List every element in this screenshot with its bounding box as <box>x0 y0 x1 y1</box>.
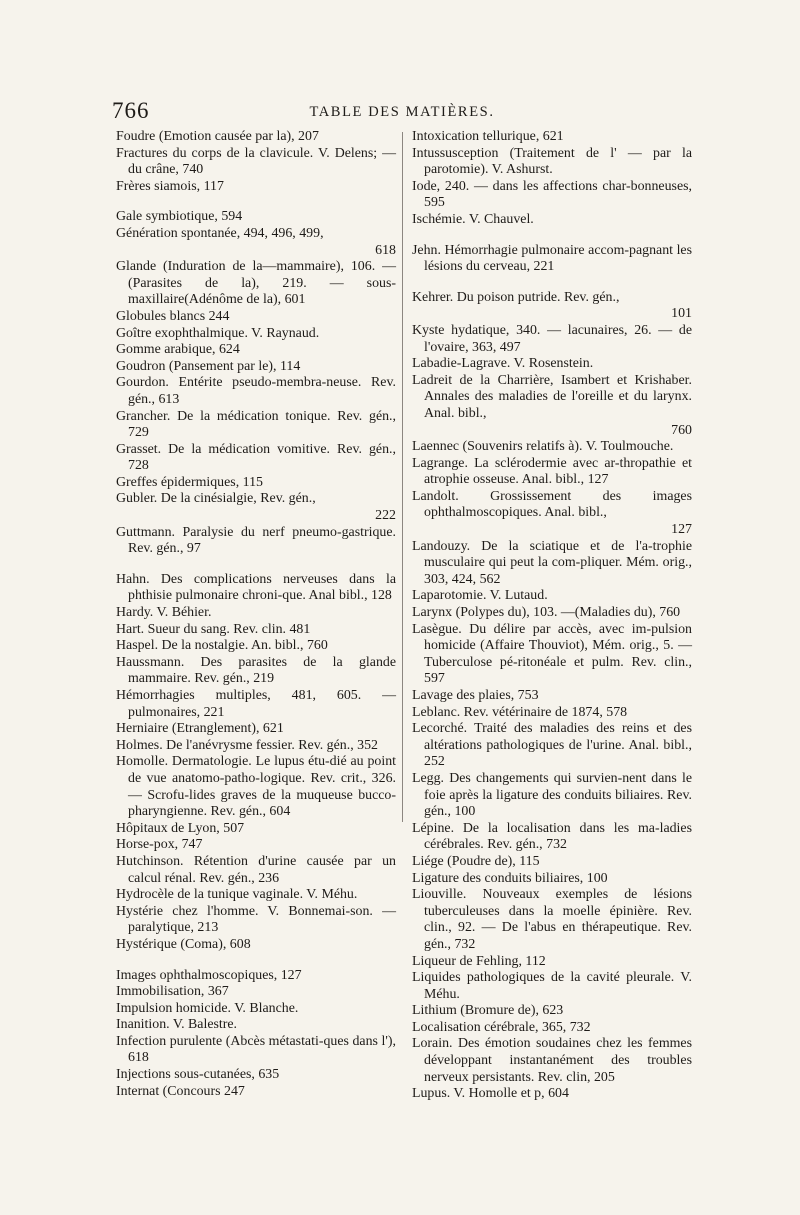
index-entry-text: Herniaire (Etranglement), 621 <box>116 721 284 737</box>
index-entry-text: Lorain. Des émotion soudaines chez les femmes développant instantanément des troubles nerveux persistants. Rev. clin, 205 <box>412 1036 692 1085</box>
index-entry-text: Labadie-Lagrave. V. Rosenstein. <box>412 356 594 372</box>
index-entry <box>116 442 396 475</box>
index-entry <box>412 323 692 356</box>
index-entry-text: Liquides pathologiques de la cavité pleurale. V. Méhu. <box>412 970 692 1002</box>
index-entry <box>116 525 396 558</box>
index-entry <box>116 359 396 376</box>
index-entry-text: Hahn. Des complications nerveuses dans la phthisie pulmonaire chroni-que. Anal bibl., 128 <box>116 571 396 604</box>
running-title: TABLE DES MATIÈRES. <box>309 104 495 120</box>
index-entry <box>116 984 396 1001</box>
index-entry-text: Legg. Des changements qui survien-nent dans le foie après la ligature des conduits biliaires. Rev. gén., 100 <box>412 770 692 820</box>
index-entry <box>116 226 396 259</box>
index-entry-text: Landolt. Grossissement des images ophthalmoscopiques. Anal. bibl., <box>412 488 692 521</box>
index-entry-text: Larynx (Polypes du), 103. —(Maladies du), 760 <box>412 605 681 621</box>
index-entry-text: Kehrer. Du poison putride. Rev. gén., <box>412 289 620 305</box>
index-entry-text: Kyste hydatique, 340. — lacunaires, 26. — de l'ovaire, 363, 497 <box>412 322 692 355</box>
section-gap <box>412 276 692 290</box>
index-entry-text: Ischémie. V. Chauvel. <box>412 211 534 227</box>
index-entry <box>116 887 396 904</box>
index-entry-text: Liouville. Nouveaux exemples de lésions tuberculeuses dans la moelle épinière. Rev. clin., 92. — De l'abus en thérapeutique. Rev. gén., 732 <box>412 887 692 952</box>
index-entry-page-ref: 101 <box>671 306 692 322</box>
index-entry <box>116 655 396 688</box>
index-entry-text: Lépine. De la localisation dans les ma-ladies cérébrales. Rev. gén., 732 <box>412 820 692 853</box>
index-entry <box>116 1084 396 1101</box>
index-entry-text: Goudron (Pansement par le), 114 <box>116 358 301 374</box>
index-entry <box>116 937 396 954</box>
section-gap <box>116 195 396 209</box>
index-entry-text: Lupus. V. Homolle et p, 604 <box>412 1086 569 1102</box>
index-entry-text: Ladreit de la Charrière, Isambert et Krishaber. Annales des maladies de l'oreille et du larynx. Anal. bibl., <box>412 372 692 421</box>
index-entry-text: Fractures du corps de la clavicule. V. Delens; — du crâne, 740 <box>116 145 396 178</box>
index-entry <box>412 1003 692 1020</box>
index-entry <box>116 622 396 639</box>
index-entry <box>412 622 692 688</box>
index-entry <box>412 721 692 771</box>
index-entry-text: Gourdon. Entérite pseudo-membra-neuse. Rev. gén., 613 <box>116 375 396 407</box>
index-entry-text: Intoxication tellurique, 621 <box>412 129 564 144</box>
index-entry-text: Internat (Concours 247 <box>116 1083 245 1099</box>
index-entry-text: Hystérique (Coma), 608 <box>116 936 251 952</box>
index-entry-text: Globules blancs 244 <box>116 308 230 324</box>
index-entry <box>412 373 692 439</box>
index-entry-text: Injections sous-cutanées, 635 <box>116 1067 280 1083</box>
index-entry <box>412 954 692 971</box>
index-entry <box>412 871 692 888</box>
index-entry-text: Horse-pox, 747 <box>116 837 203 853</box>
index-entry <box>116 738 396 755</box>
index-entry-text: Localisation cérébrale, 365, 732 <box>412 1019 591 1035</box>
section-gap <box>116 558 396 572</box>
index-entry-text: Grancher. De la médication tonique. Rev. gén., 729 <box>116 408 396 441</box>
index-entry-text: Laparotomie. V. Lutaud. <box>412 588 548 604</box>
index-entry-text: Lasègue. Du délire par accès, avec im-pulsion homicide (Affaire Thouviot), Mém. orig., 5. — Tuberculose pé-ritonéale et pulm. Rev. clin., 597 <box>412 621 692 687</box>
index-entry <box>116 209 396 226</box>
index-entry <box>412 356 692 373</box>
column-divider <box>402 132 403 822</box>
index-entry <box>116 491 396 524</box>
index-entry-text: Liqueur de Fehling, 112 <box>412 953 546 969</box>
index-entry <box>116 309 396 326</box>
index-entry <box>116 1001 396 1018</box>
index-entry <box>116 129 396 146</box>
index-entry-text: Hystérie chez l'homme. V. Bonnemai-son. — paralytique, 213 <box>116 903 396 936</box>
index-entry-text: Greffes épidermiques, 115 <box>116 474 263 490</box>
index-entry-text: Lecorché. Traité des maladies des reins et des altérations pathologiques de l'urine. Anal. bibl., 252 <box>412 721 692 770</box>
index-entry-text: Infection purulente (Abcès métastati-ques dans l'), 618 <box>116 1033 396 1066</box>
index-entry-text: Foudre (Emotion causée par la), 207 <box>116 129 319 144</box>
index-entry <box>412 821 692 854</box>
index-entry <box>116 409 396 442</box>
index-entry <box>412 539 692 589</box>
index-entry <box>116 837 396 854</box>
index-entry-text: Lagrange. La sclérodermie avec ar-thropathie et atrophie osseuse. Anal. bibl., 127 <box>412 455 692 488</box>
index-entry-page-ref: 618 <box>375 242 396 258</box>
index-entry <box>116 854 396 887</box>
index-entry-text: Gale symbiotique, 594 <box>116 209 243 225</box>
index-entry <box>116 605 396 622</box>
index-entry-text: Hardy. V. Béhier. <box>116 605 212 621</box>
page-header <box>112 98 692 128</box>
index-entry <box>116 375 396 408</box>
index-entry-text: Hémorrhagies multiples, 481, 605. — pulmonaires, 221 <box>116 688 396 720</box>
index-entry <box>412 243 692 276</box>
index-entry <box>412 688 692 705</box>
index-entry-text: Holmes. De l'anévrysme fessier. Rev. gén., 352 <box>116 737 378 753</box>
index-entry <box>116 754 396 820</box>
index-entry-text: Liége (Poudre de), 115 <box>412 853 540 869</box>
index-entry-text: Frères siamois, 117 <box>116 178 224 194</box>
index-entry-page-ref: 760 <box>671 422 692 438</box>
index-entry-text: Jehn. Hémorrhagie pulmonaire accom-pagnant les lésions du cerveau, 221 <box>412 242 692 275</box>
index-entry-text: Lithium (Bromure de), 623 <box>412 1003 564 1019</box>
index-entry-text: Glande (Induration de la—mammaire), 106. — (Parasites de la), 219. — sous-maxillaire(Adénôme de la), 601 <box>116 259 396 308</box>
index-entry <box>116 342 396 359</box>
index-entry-text: Impulsion homicide. V. Blanche. <box>116 1000 299 1016</box>
index-entry <box>116 904 396 937</box>
index-entry-text: Ligature des conduits biliaires, 100 <box>412 870 608 886</box>
index-entry <box>116 721 396 738</box>
index-entry <box>412 705 692 722</box>
section-gap <box>116 954 396 968</box>
index-entry <box>412 456 692 489</box>
index-entry-text: Homolle. Dermatologie. Le lupus étu-dié au point de vue anatomo-patho-logique. Rev. crit., 326. — Scrofu-lides graves de la muqueuse bucco-pharyngienne. Rev. gén., 604 <box>116 754 396 820</box>
index-column-left <box>116 129 396 1100</box>
index-entry-text: Leblanc. Rev. vétérinaire de 1874, 578 <box>412 704 628 720</box>
page-number: 766 <box>112 98 150 123</box>
index-entry-text: Grasset. De la médication vomitive. Rev. gén., 728 <box>116 441 396 474</box>
index-entry <box>116 326 396 343</box>
section-gap <box>412 229 692 243</box>
index-entry-text: Hutchinson. Rétention d'urine causée par un calcul rénal. Rev. gén., 236 <box>116 853 396 886</box>
index-entry-text: Haussmann. Des parasites de la glande mammaire. Rev. gén., 219 <box>116 654 396 687</box>
index-entry-page-ref: 222 <box>375 508 396 524</box>
index-entry-text: Génération spontanée, 494, 496, 499, <box>116 225 324 241</box>
index-entry-text: Inanition. V. Balestre. <box>116 1017 238 1033</box>
index-entry <box>116 688 396 721</box>
index-entry <box>116 259 396 309</box>
index-entry-text: Laennec (Souvenirs relatifs à). V. Toulmouche. <box>412 439 674 455</box>
index-entry <box>412 212 692 229</box>
index-entry <box>412 489 692 539</box>
index-entry <box>412 887 692 953</box>
index-entry <box>412 129 692 146</box>
index-entry-text: Hart. Sueur du sang. Rev. clin. 481 <box>116 621 311 637</box>
index-entry <box>116 1034 396 1067</box>
index-entry-text: Images ophthalmoscopiques, 127 <box>116 967 302 983</box>
index-entry <box>116 968 396 985</box>
index-entry-text: Lavage des plaies, 753 <box>412 688 539 703</box>
index-entry <box>116 1017 396 1034</box>
index-entry <box>412 1036 692 1086</box>
index-entry-text: Gubler. De la cinésialgie, Rev. gén., <box>116 491 316 507</box>
index-entry-text: Landouzy. De la sciatique et de l'a-trophie musculaire qui peut la com-pliquer. Mém. orig., 303, 424, 562 <box>412 538 692 587</box>
index-entry-page-ref: 127 <box>671 522 692 538</box>
index-entry <box>116 638 396 655</box>
index-entry <box>116 179 396 196</box>
index-entry-text: Goître exophthalmique. V. Raynaud. <box>116 325 320 341</box>
index-entry <box>412 179 692 212</box>
index-entry <box>412 290 692 323</box>
index-entry <box>412 439 692 456</box>
index-entry <box>412 588 692 605</box>
index-entry <box>412 605 692 622</box>
index-entry-text: Hôpitaux de Lyon, 507 <box>116 820 245 836</box>
index-entry-text: Guttmann. Paralysie du nerf pneumo-gastrique. Rev. gén., 97 <box>116 524 396 557</box>
index-entry-text: Intussusception (Traitement de l' — par la parotomie). V. Ashurst. <box>412 145 692 178</box>
index-entry <box>412 1086 692 1103</box>
index-entry-text: Haspel. De la nostalgie. An. bibl., 760 <box>116 638 328 654</box>
index-entry <box>116 146 396 179</box>
index-entry <box>412 146 692 179</box>
index-entry-text: Hydrocèle de la tunique vaginale. V. Méhu. <box>116 887 358 903</box>
index-entry <box>412 854 692 871</box>
index-entry-text: Iode, 240. — dans les affections char-bonneuses, 595 <box>412 178 692 211</box>
index-entry <box>412 1020 692 1037</box>
index-column-right <box>412 129 692 1103</box>
index-entry <box>412 970 692 1003</box>
index-entry-text: Immobilisation, 367 <box>116 984 229 1000</box>
index-entry <box>116 572 396 605</box>
index-entry <box>116 1067 396 1084</box>
index-entry <box>116 821 396 838</box>
index-entry <box>116 475 396 492</box>
index-entry-text: Gomme arabique, 624 <box>116 342 240 358</box>
index-entry <box>412 771 692 821</box>
